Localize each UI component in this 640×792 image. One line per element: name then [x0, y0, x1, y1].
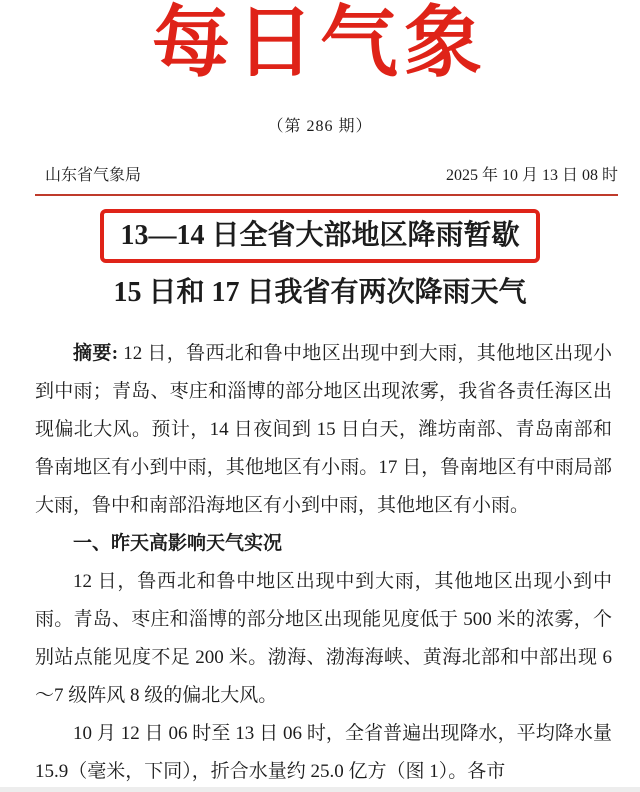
agency-name: 山东省气象局	[45, 167, 142, 184]
issue-datetime: 2025 年 10 月 13 日 08 时	[445, 167, 618, 184]
meta-row	[45, 166, 618, 186]
boxed-headline: 13—14 日全省大部地区降雨暂歇	[100, 209, 539, 263]
header-rule	[35, 194, 618, 196]
body-paragraph: 10 月 12 日 06 时至 13 日 06 时，全省普遍出现降水，平均降水量 15.9（毫米，下同），折合水量约 25.0 亿方（图 1）。各市	[35, 723, 612, 782]
document-body	[35, 335, 612, 791]
body-paragraph: 12 日，鲁西北和鲁中地区出现中到大雨，其他地区出现小到中雨。青岛、枣庄和淄博的部分地区出现能见度低于 500 米的浓雾，个别站点能见度不足 200 米。渤海、渤海海峡、黄海北部和中部出现 6～7 级阵风 8 级的偏北大风。	[35, 571, 612, 706]
secondary-headline: 15 日和 17 日我省有两次降雨天气	[113, 277, 527, 308]
page-title: 每日气象	[151, 0, 488, 86]
page-bottom-edge	[0, 787, 640, 792]
section-heading: 一、昨天高影响天气实况	[73, 533, 283, 554]
summary-label: 摘要:	[73, 343, 119, 364]
summary-paragraph	[35, 335, 612, 525]
issue-number: （第 286 期）	[267, 118, 373, 135]
summary-text: 12 日，鲁西北和鲁中地区出现中到大雨，其他地区出现小到中雨；青岛、枣庄和淄博的部分地区出现浓雾，我省各责任海区出现偏北大风。预计，14 日夜间到 15 日白天，潍坊南部、青岛南部和鲁南地区有小到中雨，其他地区有小雨。17 日，鲁南地区有中雨局部大雨，鲁中和南部沿海地区有小到中雨，其他地区有小雨。	[35, 343, 612, 516]
